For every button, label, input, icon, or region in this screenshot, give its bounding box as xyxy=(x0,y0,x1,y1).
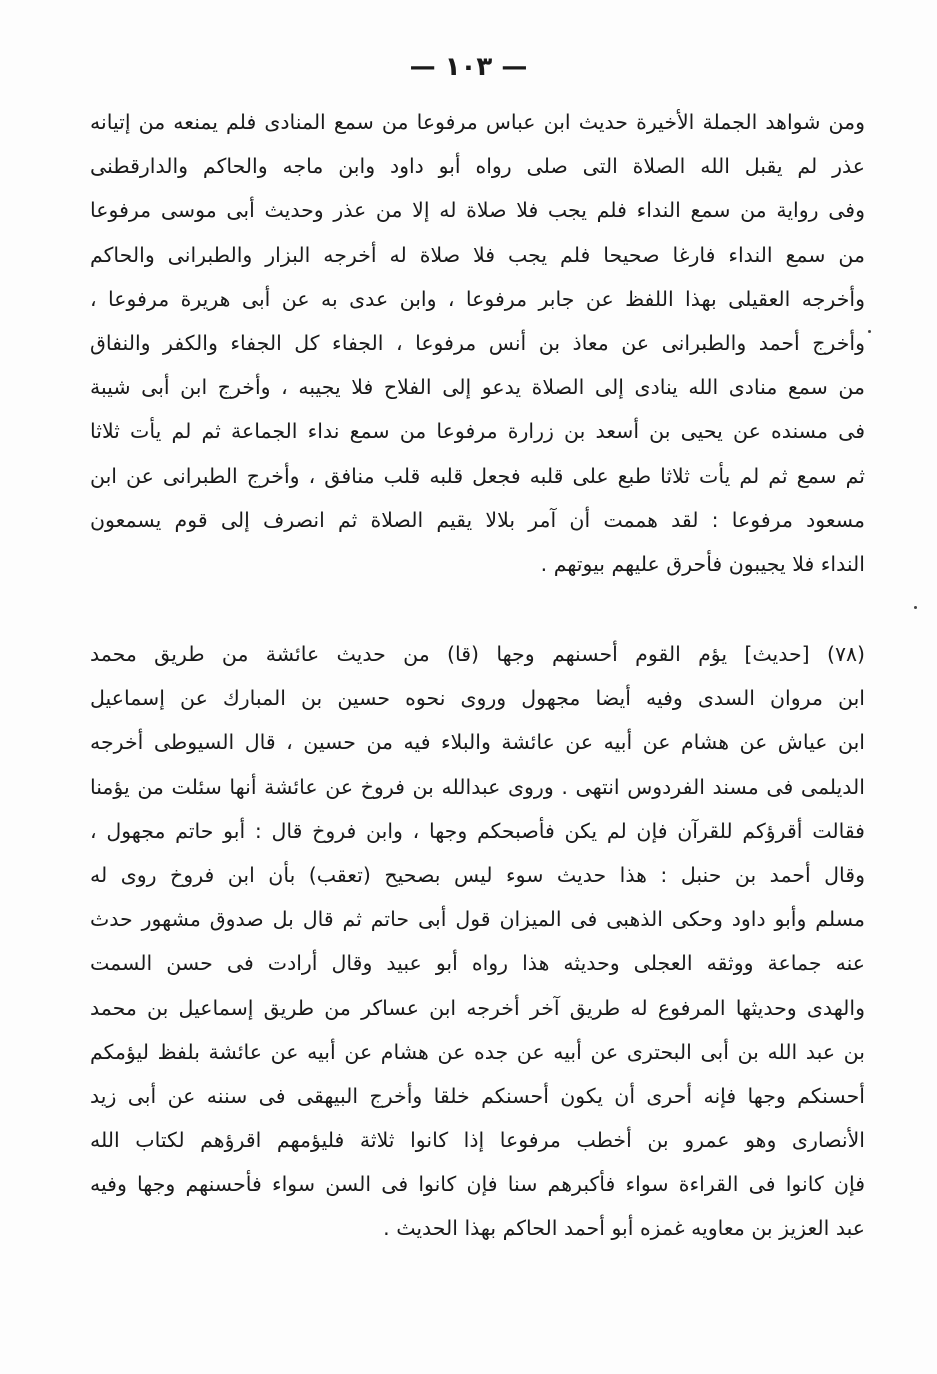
text-line: النداء فلا يجيبون فأحرق عليهم بيوتهم . xyxy=(540,551,865,576)
text-line: ابن مروان السدى وفيه أيضا مجهول وروى نحوه حسين بن المبارك عن إسماعيل xyxy=(90,686,865,711)
paragraph-1 xyxy=(90,100,865,586)
text-line: من سمع منادى الله ينادى إلى الصلاة يدعو إلى الفلاح فلا يجيبه ، وأخرج ابن أبى شيبة xyxy=(90,375,865,400)
text-line: من سمع النداء فارغا صحيحا فلم يجب فلا صلاة له أخرجه البزار والطبرانى والحاكم xyxy=(90,242,865,267)
text-line: فى مسنده عن يحيى بن أسعد بن زرارة مرفوعا من سمع نداء الجماعة ثم لم يأت ثلاثا xyxy=(90,419,865,444)
text-line: فإن كانوا فى القراءة سواء فأكبرهم سنا فإن كانوا فى السن سواء فأحسنهم وجها وفيه xyxy=(90,1172,865,1197)
scan-speck xyxy=(914,606,917,609)
text-line: عنه جماعة ووثقه العجلى وحديثه هذا رواه أبو عبيد وقال أرادت فى حسن السمت xyxy=(90,951,865,976)
paragraph-2 xyxy=(90,632,865,1251)
page-number: — ١٠٣ — xyxy=(409,52,528,82)
text-line: الديلمى فى مسند الفردوس انتهى . وروى عبدالله بن فروخ عن عائشة أنها سئلت من يؤمنا xyxy=(90,774,865,799)
text-line: وأخرجه العقيلى بهذا اللفظ عن جابر مرفوعا ، وابن عدى به عن أبى هريرة مرفوعا ، xyxy=(90,286,865,311)
text-line: ثم سمع ثم لم يأت ثلاثا طبع على قلبه فجعل قلبه قلب منافق ، وأخرج الطبرانى عن ابن xyxy=(90,463,865,488)
text-line: (٧٨) [حديث] يؤم القوم أحسنهم وجها (قا) من حديث عائشة من طريق محمد xyxy=(90,642,865,666)
text-line: مسلم وأبو داود وحكى الذهبى فى الميزان قول أبى حاتم ثم قال بل صدوق مشهور حدث xyxy=(90,907,865,932)
text-line: بن عبد الله بن أبى البحترى عن أبيه عن جده عن هشام عن أبيه عن عائشة بلفظ ليؤمكم xyxy=(90,1039,865,1064)
scan-speck xyxy=(868,330,871,333)
text-line: والهدى وحديثها المرفوع له طريق آخر أخرجه ابن عساكر من طريق إسماعيل بن محمد xyxy=(90,995,865,1020)
text-line: وقال أحمد بن حنبل : هذا حديث سوء ليس بصحيح (تعقب) بأن ابن فروخ روى له xyxy=(90,862,865,887)
text-line: ومن شواهد الجملة الأخيرة حديث ابن عباس مرفوعا من سمع المنادى فلم يمنعه من إتيانه xyxy=(90,110,865,134)
text-line: وفى رواية من سمع النداء فلم يجب فلا صلاة له إلا من عذر وحديث أبى موسى مرفوعا xyxy=(90,198,865,223)
text-line: الأنصارى وهو عمرو بن أخطب مرفوعا إذا كانوا ثلاثة فليؤمهم اقرؤهم لكتاب الله xyxy=(90,1128,865,1153)
text-line: عذر لم يقبل الله الصلاة التى صلى رواه أبو داود وابن ماجه والحاكم والدارقطنى xyxy=(90,154,865,179)
text-line: أحسنكم وجها فإنه أحرى أن يكون أحسنكم خلقا وأخرج البيهقى فى سننه عن أبى زيد xyxy=(90,1083,865,1108)
text-line: فقالت أقرؤكم للقرآن فإن لم يكن فأصبحكم وجها ، وابن فروخ قال : أبو حاتم مجهول ، xyxy=(90,818,865,843)
text-line: مسعود مرفوعا : لقد هممت أن آمر بلالا يقيم الصلاة ثم انصرف إلى قوم يسمعون xyxy=(90,507,865,532)
text-line: وأخرج أحمد والطبرانى عن معاذ بن أنس مرفوعا ، الجفاء كل الجفاء والكفر والنفاق xyxy=(90,330,865,355)
text-line: ابن عياش عن هشام عن أبيه عن عائشة والبلاء فيه من حسين ، قال السيوطى أخرجه xyxy=(90,730,865,755)
text-line: عبد العزيز بن معاويه غمزه أبو أحمد الحاكم بهذا الحديث . xyxy=(383,1216,865,1241)
